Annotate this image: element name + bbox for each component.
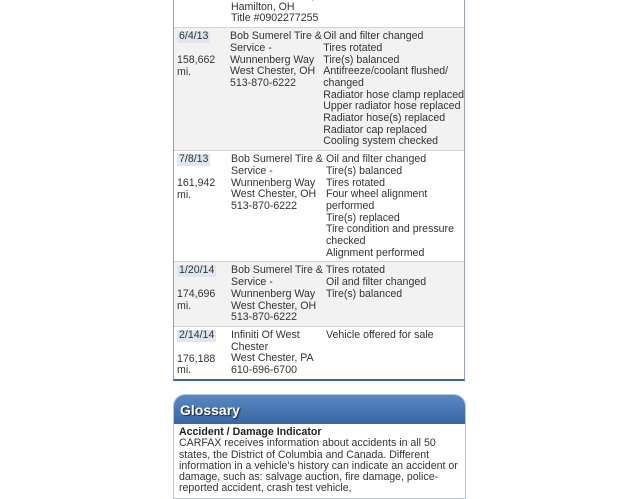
- comment-line: Tire condition and pressure: [326, 223, 454, 236]
- record-date: 7/8/13: [179, 153, 209, 166]
- comment-line: Tires rotated: [326, 176, 386, 189]
- comment-line: Oil and filter changed: [326, 153, 427, 166]
- source-line: Wunnenberg Way: [231, 176, 316, 189]
- source-line: Title #0902277255: [231, 12, 319, 25]
- comment-line: Cooling system checked: [323, 135, 439, 148]
- glossary-term: Accident / Damage Indicator: [179, 426, 322, 438]
- comment-line: changed: [323, 76, 364, 89]
- comments-cell: [326, 154, 464, 259]
- glossary-definition: CARFAX receives information about accidents in all 50 states, the District of Columbia and Canada. Different information in a vehicle's history can indicate an accident or damage, such as: salvage auction, fire damage, police-reported accident, crash test vehicle,: [179, 437, 458, 495]
- source-line: Service -: [230, 41, 272, 54]
- comment-line: Radiator hose(s) replaced: [323, 112, 446, 125]
- source-line: Bob Sumerel Tire &: [230, 30, 322, 43]
- comment-line: Tire(s) replaced: [326, 211, 400, 224]
- source-line: Bob Sumerel Tire &: [231, 264, 323, 277]
- source-line: 513-870-6222: [230, 76, 296, 89]
- comment-line: Oil and filter changed: [326, 276, 427, 289]
- source-line: West Chester, OH: [230, 65, 316, 78]
- date-cell: [174, 31, 230, 148]
- source-line: West Chester, PA: [231, 352, 314, 365]
- comment-line: Radiator cap replaced: [323, 123, 427, 136]
- table-row: [174, 150, 464, 261]
- table-row: [174, 27, 464, 150]
- source-line: 513-870-6222: [231, 199, 297, 212]
- record-date: 2/14/14: [179, 328, 215, 341]
- comment-line: Vehicle offered for sale: [326, 328, 434, 341]
- source-line: Wunnenberg Way: [231, 287, 316, 300]
- comment-line: Radiator hose clamp replaced: [323, 88, 464, 101]
- comment-line: checked: [326, 235, 366, 248]
- source-line: Service -: [231, 164, 273, 177]
- glossary-title: Glossary: [174, 395, 465, 424]
- comment-line: Oil and filter changed: [323, 30, 424, 43]
- table-row: [174, 261, 464, 326]
- comment-line: Tires rotated: [323, 41, 383, 54]
- record-mileage: 161,942 mi.: [177, 176, 216, 201]
- record-date: 6/4/13: [179, 30, 209, 43]
- source-line: Hamilton, OH: [231, 0, 295, 13]
- comments-cell: [326, 330, 464, 377]
- comment-line: Tire(s) balanced: [326, 164, 403, 177]
- service-history-table: [173, 0, 465, 381]
- source-line: 513-870-6222: [231, 311, 297, 324]
- table-row: [174, 326, 464, 379]
- comments-cell: [323, 31, 464, 148]
- source-line: Wunnenberg Way: [230, 53, 315, 66]
- source-line: Bob Sumerel Tire &: [231, 153, 323, 166]
- record-mileage: 174,696 mi.: [177, 288, 216, 312]
- comment-line: Alignment performed: [326, 246, 425, 259]
- record-date: 1/20/14: [179, 264, 215, 277]
- source-cell: [231, 265, 326, 324]
- comment-line: Upper radiator hose replaced: [323, 100, 461, 113]
- record-mileage: 176,188 mi.: [177, 352, 216, 377]
- source-line: Service -: [231, 276, 273, 289]
- glossary-panel: [173, 394, 466, 499]
- comment-line: [326, 0, 464, 2]
- source-line: West Chester, OH: [231, 188, 317, 201]
- comment-line: Tire(s) balanced: [326, 287, 403, 300]
- source-cell: [231, 0, 326, 25]
- source-line: Chester: [231, 340, 269, 353]
- date-cell: [174, 0, 231, 25]
- comment-line: Antifreeze/coolant flushed/: [323, 65, 449, 78]
- source-line: 610-696-6700: [231, 364, 297, 377]
- comments-cell: [326, 265, 464, 324]
- source-line: West Chester, OH: [231, 299, 317, 312]
- date-cell: [174, 330, 231, 377]
- comment-line: performed: [326, 199, 375, 212]
- source-cell: [230, 31, 323, 148]
- comment-line: Tires rotated: [326, 264, 386, 277]
- comments-cell: [326, 0, 464, 25]
- source-line: Infiniti Of West: [231, 328, 300, 341]
- table-row: [174, 0, 464, 27]
- comment-line: Four wheel alignment: [326, 188, 428, 201]
- comment-line: Tire(s) balanced: [323, 53, 400, 66]
- date-cell: [174, 265, 231, 324]
- source-cell: [231, 154, 326, 259]
- date-cell: [174, 154, 231, 259]
- record-mileage: 158,662 mi.: [177, 53, 216, 78]
- source-cell: [231, 330, 326, 377]
